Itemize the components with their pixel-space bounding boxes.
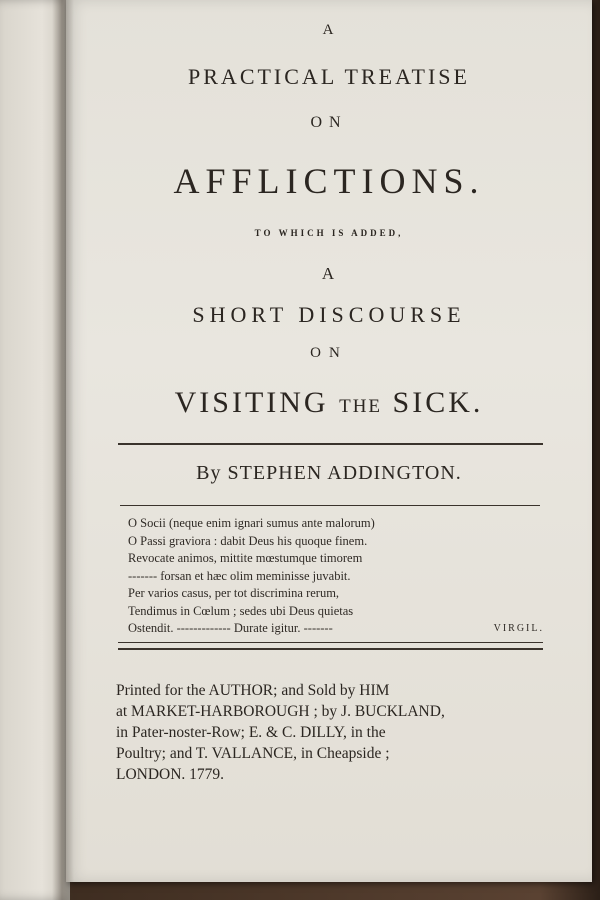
to-which-is-added: TO WHICH IS ADDED, [254, 228, 404, 238]
imprint-line: Printed for the AUTHOR; and Sold by HIM [116, 682, 390, 699]
page-gutter-shadow [52, 0, 74, 900]
title-article: A [322, 22, 336, 38]
rule-double-top [118, 642, 543, 643]
motto-line: ------- forsan et hæc olim meminisse juvabit. [128, 568, 351, 583]
subtitle-short-discourse: SHORT DISCOURSE [192, 302, 466, 327]
visiting-word: VISITING [174, 386, 329, 419]
motto-line: Tendimus in Cœlum ; sedes ubi Deus quietas [128, 603, 354, 618]
subtitle-on: ON [310, 345, 348, 361]
imprint-line: at MARKET-HARBOROUGH ; by J. BUCKLAND, [116, 703, 445, 720]
imprint-line: LONDON. 1779. [116, 766, 225, 783]
main-title-afflictions: AFFLICTIONS. [173, 161, 485, 201]
rule-below-author [120, 505, 540, 506]
imprint-line: in Pater-noster-Row; E. & C. DILLY, in the [116, 724, 386, 741]
latin-motto [128, 515, 548, 638]
motto-line: Revocate animos, mittite mœstumque timorem [128, 551, 363, 565]
imprint-line: Poultry; and T. VALLANCE, in Cheapside ; [116, 745, 390, 762]
subtitle-article: A [321, 264, 337, 283]
sick-word: SICK. [392, 386, 484, 419]
motto-attribution: VIRGIL. [493, 623, 544, 634]
subtitle-visiting-the-sick [66, 386, 592, 420]
rule-upper [118, 443, 543, 445]
imprint [116, 680, 546, 785]
the-word: THE [339, 396, 383, 417]
motto-line: Ostendit. ------------- Durate igitur. ------- [128, 621, 333, 635]
motto-line: O Socii (neque enim ignari sumus ante malorum) [128, 516, 375, 530]
title-page [66, 0, 592, 882]
motto-line: Per varios casus, per tot discrimina rerum, [128, 586, 340, 600]
rule-double-bottom [118, 648, 543, 650]
author-line: By STEPHEN ADDINGTON. [196, 462, 462, 484]
motto-line: O Passi graviora : dabit Deus his quoque finem. [128, 533, 368, 548]
title-practical-treatise: PRACTICAL TREATISE [188, 64, 470, 89]
title-on: ON [310, 114, 348, 131]
